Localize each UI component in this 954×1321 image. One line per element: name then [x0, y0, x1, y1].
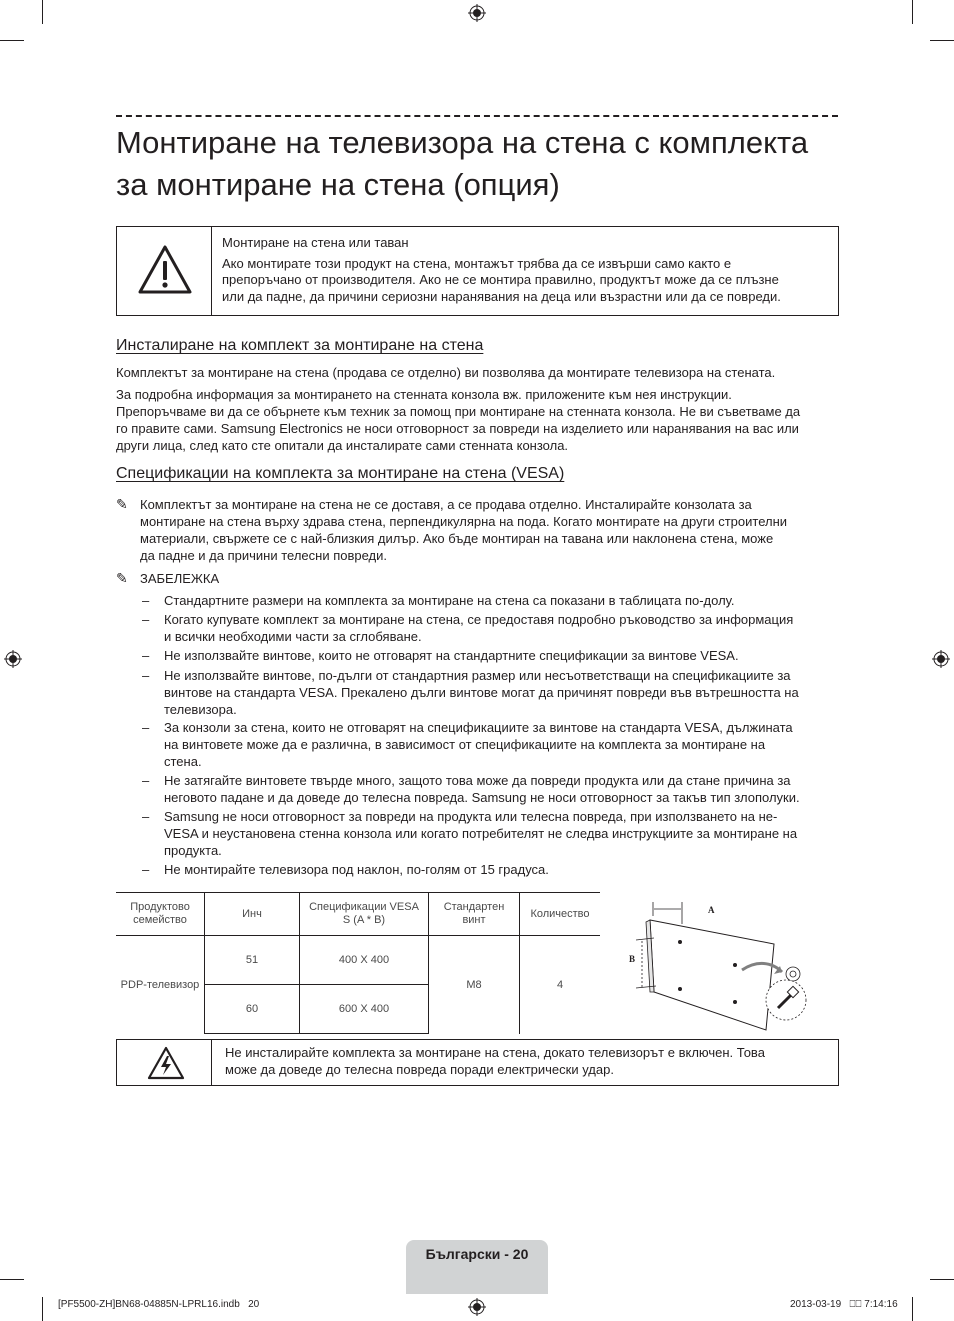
registration-mark-icon	[468, 4, 486, 22]
crop-mark	[42, 1297, 43, 1321]
list-item-line: Не затягайте винтовете твърде много, защото това може да повреди продукта или да стане причина за	[164, 773, 791, 788]
electric-shock-warning-icon	[147, 1046, 185, 1080]
paragraph-line: го правите сами. Samsung Electronics не носи отговорност за повреди на изделието или наранявания на вас или	[116, 421, 799, 436]
header-text: винт	[462, 914, 486, 926]
header-text: Стандартен	[443, 901, 505, 913]
caution-heading: Монтиране на стена или таван	[222, 235, 409, 250]
pencil-note-icon: ✎	[116, 570, 128, 586]
dimension-label-b: B	[629, 954, 636, 964]
inch-cell: 60	[205, 985, 300, 1034]
crop-mark	[0, 40, 24, 41]
list-item-line: на винтовете може да е различна, в зависимост от спецификациите на комплекта за монтиране на	[164, 737, 766, 752]
dash-bullet: –	[142, 720, 150, 735]
vesa-cell: 600 X 400	[300, 985, 429, 1034]
page-title-line: за монтиране на стена (опция)	[116, 167, 560, 202]
wall-mount-diagram	[622, 892, 822, 1032]
list-item-line: телевизора.	[164, 702, 237, 717]
footer-file-info: [PF5500-ZH]BN68-04885N-LPRL16.indb 20	[58, 1299, 260, 1310]
list-item-line: неговото падане и да доведе до телесна повреда. Samsung не носи отговорност за такъв тип злополуки.	[164, 790, 800, 805]
paragraph-line: други лица, след като сте опитали да инсталирате сами стенната конзола.	[116, 438, 569, 453]
caution-line: Ако монтирате този продукт на стена, монтажът трябва да се извърши само както е	[222, 255, 732, 271]
list-item-line: За конзоли за стена, които не отговарят на спецификациите за винтове на стандарта VESA, дължината	[164, 720, 793, 735]
table-header-cell	[520, 893, 601, 936]
family-cell: PDP-телевизор	[120, 978, 200, 991]
dimension-label-a: A	[708, 905, 715, 915]
list-item-line: Не използвайте винтове, по-дълги от стандартния размер или несъответстващи на спецификациите за	[164, 668, 791, 683]
table-header-cell	[205, 893, 300, 936]
screw-cell: M8	[429, 936, 520, 1034]
dash-bullet: –	[142, 862, 150, 877]
page-number-tab	[406, 1240, 548, 1294]
crop-mark	[42, 0, 43, 24]
box-divider	[211, 1040, 212, 1085]
crop-mark	[912, 1297, 913, 1321]
list-item-line: Не използвайте винтове, които не отговарят на стандартните спецификации за винтове VESA.	[164, 648, 739, 663]
header-text: S (A * B)	[342, 914, 386, 926]
electric-warning-text	[225, 1045, 835, 1078]
header-text: Спецификации VESA	[309, 901, 419, 913]
list-item-line: продукта.	[164, 843, 222, 858]
table-header-row	[116, 893, 600, 936]
list-item-line: Стандартните размери на комплекта за монтиране на стена са показани в таблицата по-долу.	[164, 593, 735, 608]
pencil-note-icon: ✎	[116, 496, 128, 512]
list-item-line: стена.	[164, 754, 202, 769]
table-row	[116, 936, 600, 985]
page-number: Български - 20	[425, 1246, 529, 1262]
header-text: семейство	[133, 914, 187, 926]
list-item-text	[164, 719, 840, 770]
list-item-line: Не монтирайте телевизора под наклон, по-голям от 15 градуса.	[164, 862, 549, 877]
header-text: Продуктово	[130, 901, 190, 913]
caution-line: или да падне, да причини сериозни наранявания на деца или възрастни или да се повреди.	[222, 288, 781, 304]
list-item-text	[164, 772, 840, 806]
electric-warning-line: Не инсталирайте комплекта за монтиране на стена, докато телевизорът е включен. Това	[225, 1045, 765, 1060]
table-header-cell	[300, 893, 429, 936]
list-item-text	[164, 667, 840, 718]
note-line: монтиране на стена върху здрава стена, перпендикулярна на пода. Когато монтирате на други строителни	[140, 514, 788, 529]
list-item-text	[164, 611, 840, 645]
footer-timestamp: 2013-03-19 ⎕⎕ 7:14:16	[790, 1299, 898, 1310]
registration-mark-icon	[4, 650, 22, 668]
list-item-text	[164, 647, 840, 664]
note-line: Комплектът за монтиране на стена не се доставя, а се продава отделно. Инсталирайте конзолата за	[140, 497, 752, 512]
electric-warning-line: може да доведе до телесна повреда поради електрически удар.	[225, 1061, 614, 1077]
list-item-line: Когато купувате комплект за монтиране на стена, се предоставя подробно ръководство за информация	[164, 612, 794, 627]
list-item-line: Samsung не носи отговорност за повреди на продукта или телесна повреда, при използването на не-	[164, 809, 778, 824]
caution-line: препоръчано от производителя. Ако не се монтира правилно, продуктът може да се плъзне	[222, 272, 779, 288]
list-item-line: винтове на стандарта VESA. Прекалено дълги винтове могат да причинят повреди във вътрешността на	[164, 685, 799, 700]
list-item-line: и всички необходими части за сглобяване.	[164, 629, 422, 644]
page-title	[116, 122, 838, 206]
paragraph-line: За подробна информация за монтирането на стенната конзола вж. приложените към нея инструкции.	[116, 387, 732, 402]
paragraph	[116, 386, 840, 454]
table-header-cell	[116, 893, 205, 936]
list-item-text	[164, 861, 840, 878]
dash-bullet: –	[142, 809, 150, 824]
dash-bullet: –	[142, 593, 150, 608]
header-text: Инч	[242, 907, 262, 920]
list-item-text	[164, 808, 840, 859]
crop-mark	[930, 40, 954, 41]
quantity-cell: 4	[520, 936, 601, 1034]
crop-mark	[912, 0, 913, 24]
list-item-line: VESA и неустановена стенна конзола или когато потребителят не следва инструкциите за монтиране на	[164, 826, 798, 841]
list-item-text	[164, 592, 840, 609]
dash-bullet: –	[142, 648, 150, 663]
electric-warning-box	[116, 1039, 839, 1086]
section-heading: Инсталиране на комплект за монтиране на стена	[116, 337, 484, 354]
header-text: Количество	[530, 907, 590, 920]
crop-mark	[0, 1279, 24, 1280]
page-title-line: Монтиране на телевизора на стена с комплекта	[116, 125, 809, 160]
dash-bullet: –	[142, 773, 150, 788]
title-divider	[116, 115, 838, 117]
caution-text	[222, 235, 834, 305]
spec-table	[116, 892, 600, 1034]
warning-triangle-icon	[137, 244, 193, 296]
dash-bullet: –	[142, 668, 150, 683]
tv-back-panel	[650, 920, 774, 1030]
note-paragraph	[140, 496, 840, 564]
note-line: да падне и да причини телесни повреди.	[140, 548, 388, 563]
inch-cell: 51	[205, 936, 300, 985]
note-label: ЗАБЕЛЕЖКА	[140, 571, 220, 586]
note-line: материали, свържете се с най-близкия дилър. Ако бъде монтиран на тавана или наклонена стена, може	[140, 531, 774, 546]
paragraph-line: Препоръчваме ви да се обърнете към техник за помощ при монтиране на стенната конзола. Не ви съветваме да	[116, 404, 801, 419]
caution-box	[116, 226, 839, 316]
paragraph: Комплектът за монтиране на стена (продава се отделно) ви позволява да монтирате телевизора на стената.	[116, 365, 776, 380]
crop-mark	[930, 1279, 954, 1280]
table-header-cell	[429, 893, 520, 936]
box-divider	[211, 227, 212, 315]
section-heading: Спецификации на комплекта за монтиране на стена (VESA)	[116, 465, 565, 482]
dash-bullet: –	[142, 612, 150, 627]
registration-mark-icon	[468, 1298, 486, 1316]
vesa-cell: 400 X 400	[300, 936, 429, 985]
registration-mark-icon	[932, 650, 950, 668]
